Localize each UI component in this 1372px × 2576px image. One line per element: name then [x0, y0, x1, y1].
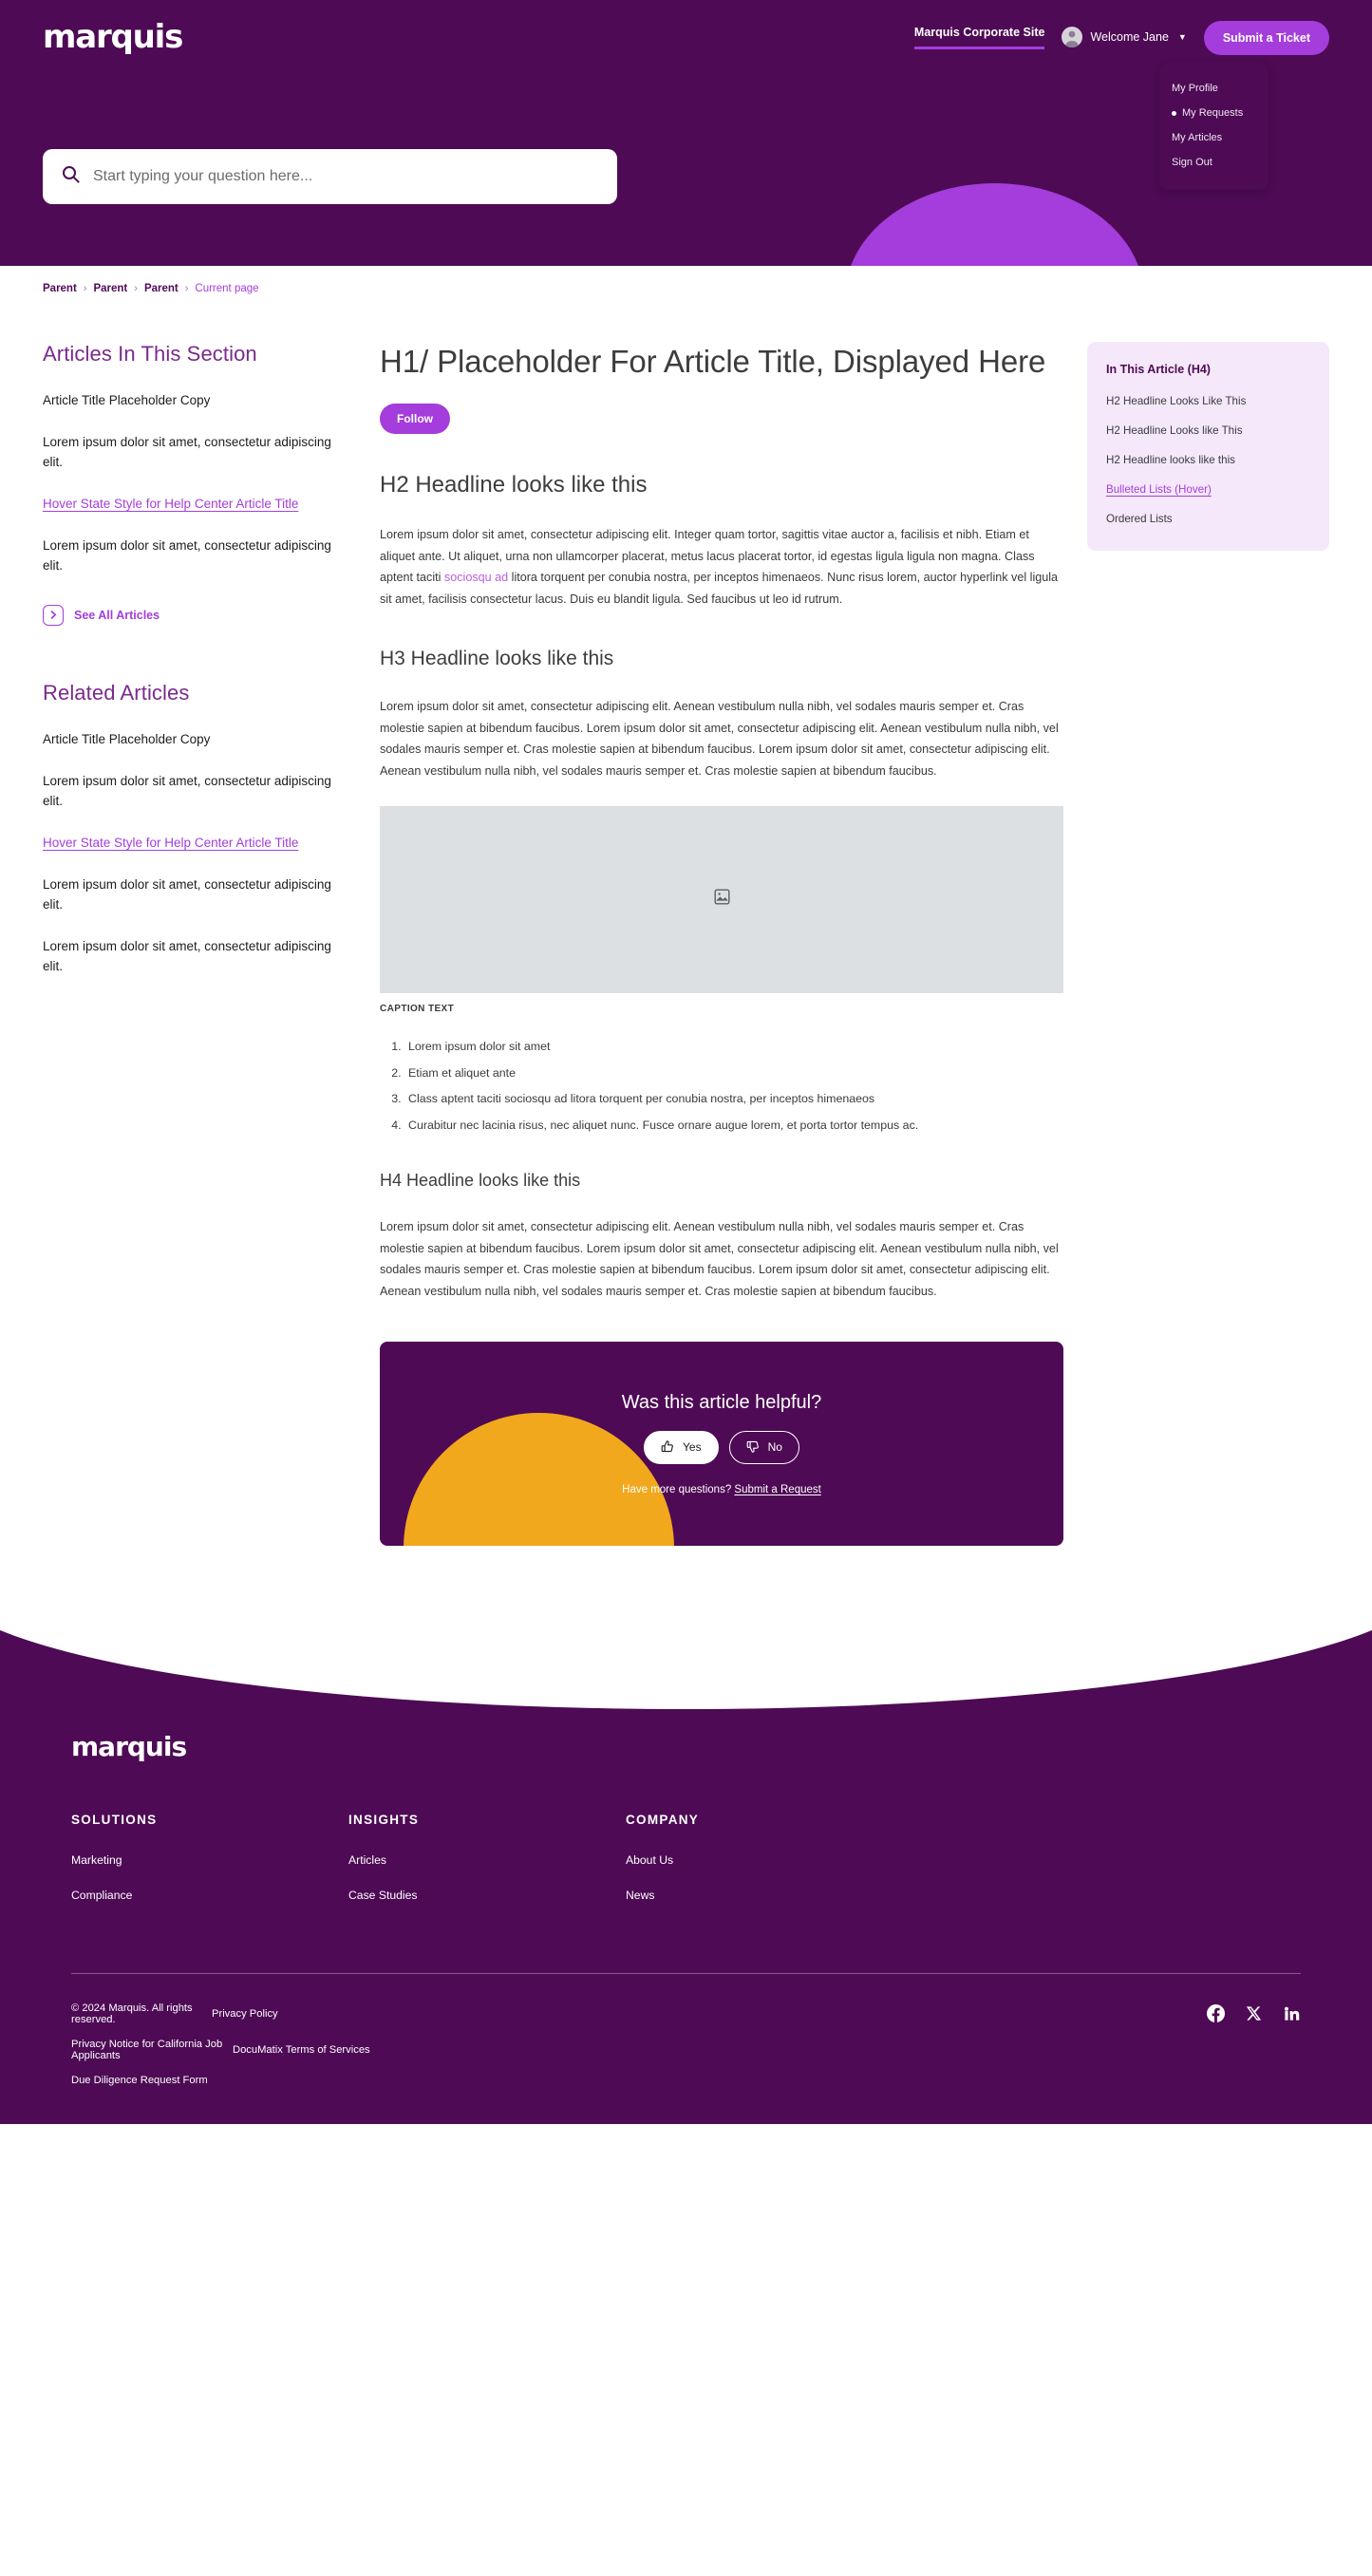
ordered-list-item: 2. Etiam et aliquet ante: [404, 1065, 1063, 1081]
user-menu-item-label: My Profile: [1172, 83, 1218, 94]
user-menu-item[interactable]: [1159, 125, 1269, 150]
article-feedback-card: [380, 1342, 1063, 1546]
left-sidebar: [43, 342, 380, 999]
related-article-link[interactable]: Lorem ipsum dolor sit amet, consectetur adipiscing elit.: [43, 774, 331, 809]
paragraph-3: Lorem ipsum dolor sit amet, consectetur adipiscing elit. Aenean vestibulum nulla nibh, vel sodales mauris semper et. Cras molestie sapien at bibendum faucibus. Lorem ipsum dolor sit amet, consectetur adipiscing elit. Aenean vestibulum nulla nibh, vel sodales mauris semper et. Cras molestie sapien at bibendum faucibus. Lorem ipsum dolor sit amet, consectetur adipiscing elit. Aenean vestibulum nulla nibh, vel sodales mauris semper et. Cras molestie sapien at bibendum faucibus.: [380, 1220, 1059, 1298]
footer-legal-links: [71, 2003, 370, 2086]
footer-link[interactable]: News: [626, 1888, 655, 1902]
page-title: H1/ Placeholder For Article Title, Displayed Here: [380, 344, 1046, 379]
site-footer: [0, 1582, 1372, 2124]
user-menu-item[interactable]: [1159, 76, 1269, 101]
image-icon: [714, 889, 730, 910]
section-article-link[interactable]: Article Title Placeholder Copy: [43, 393, 211, 408]
paragraph-1-after: litora torquent per conubia nostra, per inceptos himenaeos. Nunc risus lorem, auctor hyperlink vel ligula sit amet, facilisis consectetur lacus. Duis eu blandit ligula. Sed faucibus ut leo id rutrum.: [380, 571, 1059, 606]
breadcrumb-separator-icon: ›: [134, 283, 138, 294]
breadcrumb-link[interactable]: Parent: [43, 283, 77, 294]
user-menu-item[interactable]: [1159, 150, 1269, 175]
logo-wordmark: marquis: [43, 18, 183, 56]
footer-column: [71, 1813, 348, 1924]
header-decorative-blob: [845, 183, 1144, 266]
user-menu-item-label: My Articles: [1172, 132, 1223, 144]
footer-inner: [0, 1582, 1372, 2086]
toc-link[interactable]: H2 Headline Looks like This: [1106, 424, 1243, 438]
x-twitter-icon[interactable]: [1246, 2005, 1262, 2021]
footer-column-heading: SOLUTIONS: [71, 1812, 158, 1827]
section-article-link[interactable]: Lorem ipsum dolor sit amet, consectetur adipiscing elit.: [43, 435, 331, 470]
feedback-question: Was this article helpful?: [621, 1391, 822, 1413]
in-this-article-box: [1087, 342, 1329, 551]
ordered-list-item: 4. Curabitur nec lacinia risus, nec aliquet nunc. Fusce ornare augue lorem, et porta tortor tempus ac.: [404, 1118, 1063, 1134]
related-articles-list: [43, 730, 342, 976]
due-diligence-link[interactable]: Due Diligence Request Form: [71, 2074, 208, 2086]
feedback-yes-label: Yes: [683, 1440, 702, 1455]
related-article-link[interactable]: Article Title Placeholder Copy: [43, 732, 211, 747]
welcome-label: Welcome Jane: [1090, 30, 1169, 44]
feedback-more-questions: [380, 1484, 1063, 1495]
privacy-policy-link[interactable]: Privacy Policy: [212, 2007, 278, 2020]
avatar: [1062, 27, 1082, 47]
footer-column-heading: COMPANY: [626, 1812, 700, 1827]
heading-h3: H3 Headline looks like this: [380, 648, 614, 670]
footer-link[interactable]: Case Studies: [348, 1888, 418, 1902]
footer-bottom: [71, 2003, 1301, 2086]
breadcrumb-separator-icon: ›: [83, 283, 87, 294]
footer-social-links: [1207, 2003, 1301, 2022]
see-all-articles-link[interactable]: [43, 605, 342, 626]
sociosqu-inline-link[interactable]: sociosqu ad: [443, 571, 509, 585]
articles-in-section-list: [43, 391, 342, 576]
documatix-terms-link[interactable]: DocuMatix Terms of Services: [233, 2043, 370, 2056]
breadcrumb-current[interactable]: Current page: [195, 283, 259, 294]
paragraph-1-before: Lorem ipsum dolor sit amet, consectetur adipiscing elit. Integer quam tortor, sagittis vitae auctor a, facilisis et nibh. Etiam et aliquet ante. Ut aliquet, urna non ullamcorper placerat, metus lacus placerat tortor, id egestas ligula ligula non magna. Class aptent taciti: [380, 528, 1035, 585]
user-menu-item-label: Sign Out: [1172, 157, 1212, 169]
user-menu-item[interactable]: [1159, 101, 1269, 125]
feedback-no-button[interactable]: [729, 1431, 799, 1464]
footer-column: [348, 1813, 626, 1924]
article-main: [380, 342, 1063, 1546]
header-top-nav: [914, 21, 1329, 55]
feedback-no-label: No: [767, 1440, 782, 1455]
user-menu-item-label: My Requests: [1182, 107, 1244, 120]
related-article-link[interactable]: Hover State Style for Help Center Article Title: [43, 836, 299, 851]
active-dot-icon: [1172, 111, 1176, 116]
copyright: © 2024 Marquis. All rights reserved.: [71, 2002, 193, 2025]
footer-legal-row-3: [71, 2075, 370, 2086]
breadcrumb-separator-icon: ›: [184, 283, 189, 294]
footer-column: [626, 1813, 903, 1924]
footer-legal-row-1: [71, 2003, 370, 2025]
search-input[interactable]: [93, 168, 598, 185]
user-menu-trigger[interactable]: [1062, 27, 1186, 49]
footer-legal-row-2: [71, 2039, 370, 2061]
image-placeholder: [380, 806, 1063, 993]
section-article-link[interactable]: Hover State Style for Help Center Article Title: [43, 497, 299, 512]
toc-link[interactable]: H2 Headline looks like this: [1106, 454, 1235, 467]
user-dropdown-menu[interactable]: [1159, 63, 1269, 190]
facebook-icon[interactable]: [1207, 2004, 1225, 2022]
heading-h4: H4 Headline looks like this: [380, 1170, 581, 1190]
ordered-list-item: 3. Class aptent taciti sociosqu ad litora torquent per conubia nostra, per inceptos himenaeos: [404, 1091, 1063, 1107]
thumbs-down-icon: [746, 1439, 761, 1456]
header-logo[interactable]: [43, 18, 183, 56]
feedback-buttons: [380, 1431, 1063, 1464]
section-article-link[interactable]: Lorem ipsum dolor sit amet, consectetur adipiscing elit.: [43, 538, 331, 573]
site-header: [0, 0, 1372, 266]
breadcrumb-link[interactable]: Parent: [93, 283, 128, 294]
paragraph-1: [380, 524, 1063, 610]
in-this-article-title: In This Article (H4): [1106, 363, 1211, 376]
breadcrumb-link[interactable]: Parent: [143, 283, 179, 294]
feedback-yes-button[interactable]: [644, 1431, 719, 1464]
follow-button[interactable]: Follow: [380, 404, 450, 434]
submit-ticket-button[interactable]: Submit a Ticket: [1204, 21, 1329, 55]
footer-link[interactable]: Marketing: [71, 1852, 122, 1867]
linkedin-icon[interactable]: [1283, 2004, 1301, 2022]
feedback-content: [380, 1342, 1063, 1495]
footer-column-heading: INSIGHTS: [348, 1812, 420, 1827]
thumbs-up-icon: [661, 1439, 675, 1456]
toc-link[interactable]: Ordered Lists: [1106, 513, 1173, 526]
chevron-down-icon: ▼: [1177, 31, 1187, 42]
footer-link[interactable]: About Us: [626, 1852, 674, 1867]
related-article-link[interactable]: Lorem ipsum dolor sit amet, consectetur adipiscing elit.: [43, 877, 331, 912]
footer-logo[interactable]: marquis: [71, 1730, 187, 1762]
footer-link-columns: [71, 1813, 1301, 1924]
search-icon: [62, 165, 80, 188]
california-privacy-notice-link[interactable]: Privacy Notice for California Job Applicants: [71, 2038, 223, 2061]
toc-link[interactable]: H2 Headline Looks Like This: [1106, 395, 1247, 407]
see-all-articles-label: See All Articles: [74, 608, 160, 622]
footer-link[interactable]: Compliance: [71, 1888, 133, 1902]
paragraph-2: Lorem ipsum dolor sit amet, consectetur adipiscing elit. Aenean vestibulum nulla nibh, vel sodales mauris semper et. Cras molestie sapien at bibendum faucibus. Lorem ipsum dolor sit amet, consectetur adipiscing elit. Aenean vestibulum nulla nibh, vel sodales mauris semper et. Cras molestie sapien at bibendum faucibus. Lorem ipsum dolor sit amet, consectetur adipiscing elit. Aenean vestibulum nulla nibh, vel sodales mauris semper et. Cras molestie sapien at bibendum faucibus.: [380, 700, 1059, 778]
articles-in-section-title: Articles In This Section: [43, 342, 257, 366]
chevron-right-icon: [43, 605, 64, 626]
in-this-article-list: [1106, 394, 1310, 526]
image-caption: CAPTION TEXT: [380, 1003, 455, 1014]
ordered-list: [404, 1039, 1063, 1134]
related-articles-title: Related Articles: [43, 680, 190, 705]
corporate-site-link[interactable]: Marquis Corporate Site: [914, 27, 1045, 49]
submit-request-link[interactable]: Submit a Request: [734, 1483, 821, 1495]
right-sidebar: [1063, 342, 1329, 551]
footer-spacer: [0, 1546, 1372, 1582]
breadcrumb-bar: [0, 266, 1372, 304]
breadcrumb: [43, 283, 1329, 294]
ordered-list-item: 1. Lorem ipsum dolor sit amet: [404, 1039, 1063, 1055]
feedback-more-prefix: Have more questions?: [622, 1483, 735, 1495]
footer-link[interactable]: Articles: [348, 1852, 386, 1867]
footer-divider: [71, 1973, 1301, 1974]
related-article-link[interactable]: Lorem ipsum dolor sit amet, consectetur adipiscing elit.: [43, 938, 331, 973]
page-content: [0, 304, 1372, 1546]
heading-h2: H2 Headline looks like this: [380, 472, 648, 498]
toc-link[interactable]: Bulleted Lists (Hover): [1106, 483, 1212, 497]
search-box[interactable]: [43, 149, 617, 204]
